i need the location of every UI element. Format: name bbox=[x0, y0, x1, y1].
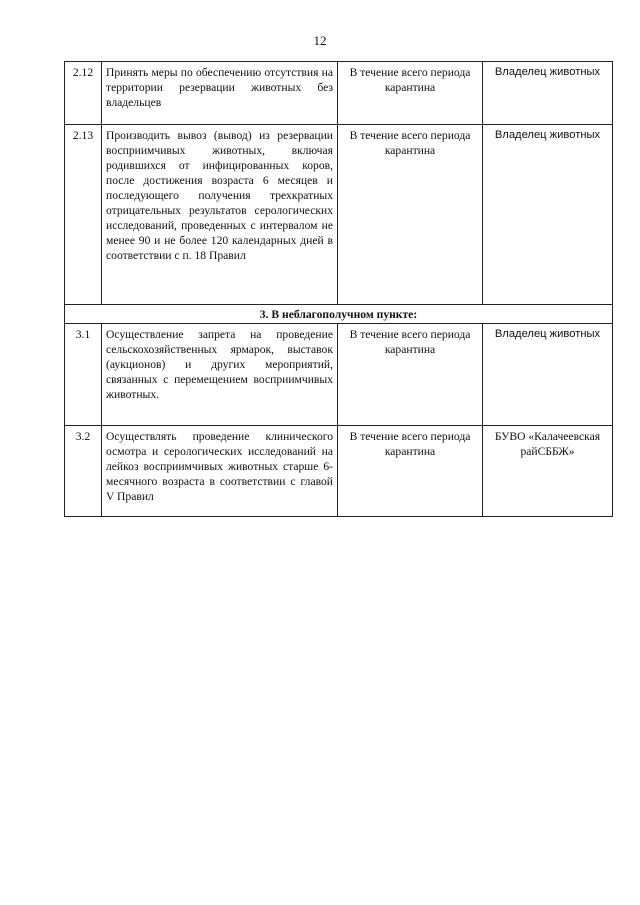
responsible-text: БУВО «Калачеевская райСББЖ» bbox=[483, 426, 613, 517]
row-number: 2.12 bbox=[65, 62, 102, 125]
section-title: 3. В неблагополучном пункте: bbox=[65, 305, 613, 324]
row-number: 3.2 bbox=[65, 426, 102, 517]
measures-table bbox=[64, 61, 613, 517]
section-header-row bbox=[65, 305, 613, 324]
measure-text: Производить вывоз (вывод) из резервации восприимчивых животных, включая родившихся от инфицированных коров, после достижения возраста 6 месяцев и последующего получения трехкратных отрицательных результатов серологических исследований, проведенных с интервалом не менее 90 и не более 120 календарных дней в соответствии с п. 18 Правил bbox=[102, 125, 338, 305]
row-number: 2.13 bbox=[65, 125, 102, 305]
table-row bbox=[65, 125, 613, 305]
page-number: 12 bbox=[313, 33, 327, 48]
responsible-text: Владелец животных bbox=[483, 125, 613, 305]
measure-text: Принять меры по обеспечению отсутствия на территории резервации животных без владельцев bbox=[102, 62, 338, 125]
measure-text: Осуществлять проведение клинического осмотра и серологических исследований на лейкоз восприимчивых животных старше 6-месячного возраста в соответствии с главой V Правил bbox=[102, 426, 338, 517]
term-text: В течение всего периода карантина bbox=[338, 125, 483, 305]
term-text: В течение всего периода карантина bbox=[338, 62, 483, 125]
table-row bbox=[65, 62, 613, 125]
responsible-text: Владелец животных bbox=[483, 324, 613, 426]
table-row bbox=[65, 324, 613, 426]
responsible-text: Владелец животных bbox=[483, 62, 613, 125]
row-number: 3.1 bbox=[65, 324, 102, 426]
table-row bbox=[65, 426, 613, 517]
measure-text: Осуществление запрета на проведение сельскохозяйственных ярмарок, выставок (аукционов) и других мероприятий, связанных с перемещением восприимчивых животных. bbox=[102, 324, 338, 426]
term-text: В течение всего периода карантина bbox=[338, 324, 483, 426]
term-text: В течение всего периода карантина bbox=[338, 426, 483, 517]
